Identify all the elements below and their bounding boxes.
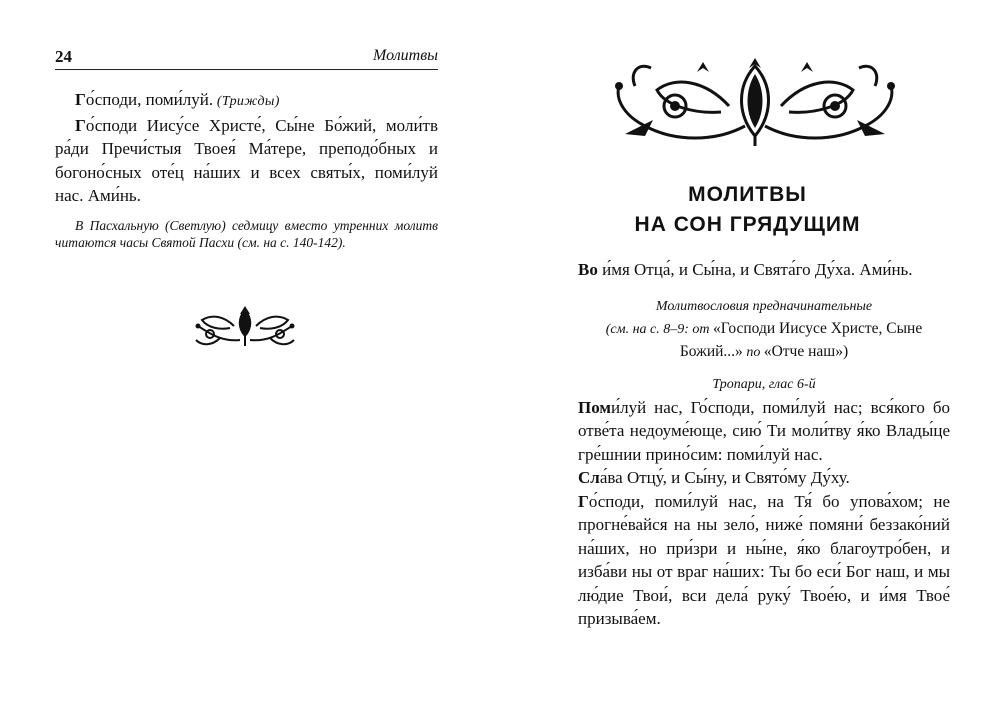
troparion-2: Го́споди, поми́луй нас, на Тя́ бо упова́хом; не прогне́вайся на ны зело́, ниже́ помяни́ беззако́ний на́ших, но при́зри и ны́не, я́ко благоутро́бен, и изба́ви ны от враг на́ших: Ты бо еси́ Бог наш, и мы лю́дие Твои́, вси дела́ руку́ Твое́ю, и и́мя Твое́ призыва́ем. [578, 491, 950, 628]
headpiece-ornament-icon [605, 56, 905, 148]
troparion-glory: Сла́ва Отцу́, и Сы́ну, и Свято́му Ду́ху. [578, 468, 850, 487]
easter-rubric: В Пасхальную (Светлую) седмицу вместо утренних молитв читаются часы Святой Пасхи (см. на с. 140-142). [55, 217, 438, 250]
page-number: 24 [55, 47, 72, 66]
prayer-lord-have-mercy: Го́споди, поми́луй. (Трижды) [75, 90, 280, 109]
invocation: Во и́мя Отца́, и Сы́на, и Свята́го Ду́ха. Ами́нь. [578, 260, 913, 279]
chapter-title: МОЛИТВЫ НА СОН ГРЯДУЩИМ [634, 183, 861, 236]
troparion-1: Поми́луй нас, Го́споди, поми́луй нас; вся́кого бо отве́та недоуме́юще, сию́ Ти моли́тву я́ко Влады́це гре́шнии прино́сим: поми́луй нас. [578, 397, 950, 464]
right-page [500, 0, 1000, 702]
rubric-troparia: Тропари, глас 6-й [712, 376, 816, 392]
running-head [55, 47, 438, 70]
running-title: Молитвы [372, 47, 438, 64]
rubric-reference: (см. на с. 8–9: от «Господи Иисусе Христе, Сыне Божий...» по «Отче наш») [605, 319, 923, 360]
left-text-block [55, 88, 438, 252]
prayer-jesus: Го́споди Иису́се Христе́, Сы́не Бо́жий, моли́тв ра́ди Пречи́стыя Твоея́ Ма́тере, преподо́бных и богоно́сных оте́ц на́ших и всех святы́х, поми́луй нас. Ами́нь. [55, 115, 438, 205]
small-ornament-icon [190, 302, 300, 352]
right-text-block [578, 258, 950, 631]
rubric-opening-prayers: Молитвословия предначинательные [655, 298, 873, 314]
